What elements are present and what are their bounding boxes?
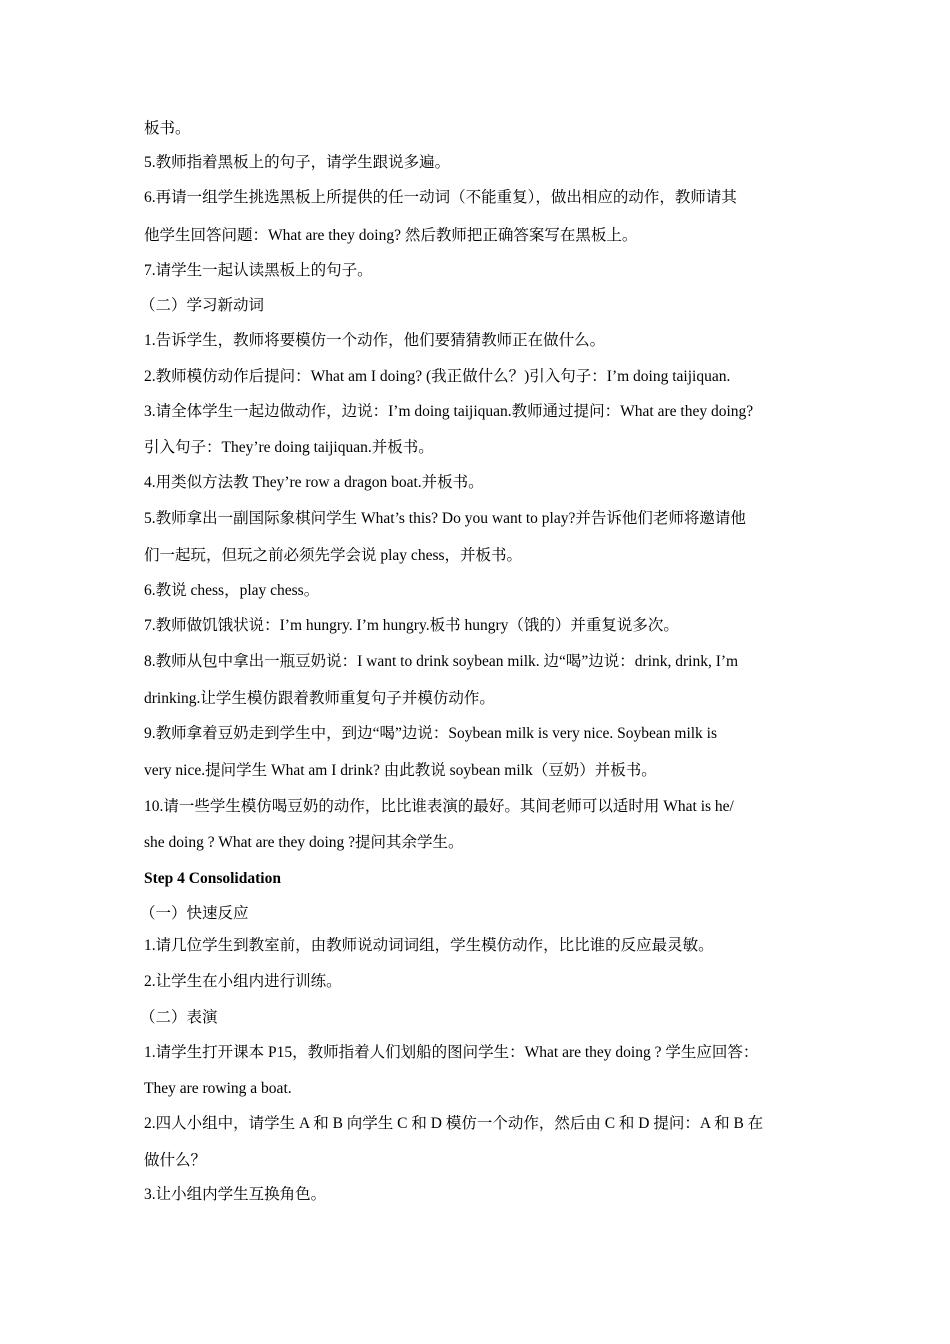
text-line: They are rowing a boat. [144, 1080, 292, 1097]
text-line: very nice.提问学生 What am I drink? 由此教说 soybean milk（豆奶）并板书。 [144, 762, 657, 779]
section-heading: （一）快速反应 [140, 905, 249, 922]
text-line: 3.让小组内学生互换角色。 [144, 1186, 327, 1203]
text-line: 们一起玩，但玩之前必须先学会说 play chess，并板书。 [144, 547, 523, 564]
text-line: 5.教师拿出一副国际象棋问学生 What’s this? Do you want to play?并告诉他们老师将邀请他 [144, 510, 746, 527]
text-line: 做什么？ [144, 1152, 207, 1169]
text-line: she doing ? What are they doing ?提问其余学生。 [144, 834, 464, 851]
text-line: drinking.让学生模仿跟着教师重复句子并模仿动作。 [144, 690, 495, 707]
text-line: 他学生回答问题：What are they doing? 然后教师把正确答案写在黑板上。 [144, 227, 638, 244]
text-line: 7.教师做饥饿状说：I’m hungry. I’m hungry.板书 hungry（饿的）并重复说多次。 [144, 617, 679, 634]
text-line: 6.教说 chess，play chess。 [144, 582, 320, 599]
text-line: 3.请全体学生一起边做动作，边说：I’m doing taijiquan.教师通过提问：What are they doing? [144, 403, 754, 420]
section-heading: （二）表演 [140, 1009, 218, 1026]
section-heading: （二）学习新动词 [140, 297, 265, 314]
text-line: 5.教师指着黑板上的句子，请学生跟说多遍。 [144, 154, 451, 171]
text-line: 8.教师从包中拿出一瓶豆奶说：I want to drink soybean milk. 边“喝”边说：drink, drink, I’m [144, 653, 739, 670]
text-line: 板书。 [144, 120, 191, 137]
text-line: 2.让学生在小组内进行训练。 [144, 973, 342, 990]
text-line: 4.用类似方法教 They’re row a dragon boat.并板书。 [144, 474, 484, 491]
text-line: 10.请一些学生模仿喝豆奶的动作，比比谁表演的最好。其间老师可以适时用 What is he/ [144, 798, 734, 815]
text-line: 引入句子：They’re doing taijiquan.并板书。 [144, 439, 434, 456]
text-line: 2.四人小组中，请学生 A 和 B 向学生 C 和 D 模仿一个动作，然后由 C 和 D 提问：A 和 B 在 [144, 1115, 764, 1132]
text-line: 1.请学生打开课本 P15，教师指着人们划船的图问学生：What are they doing ? 学生应回答： [144, 1044, 759, 1061]
text-line: 1.请几位学生到教室前，由教师说动词词组，学生模仿动作，比比谁的反应最灵敏。 [144, 937, 714, 954]
text-line: 1.告诉学生，教师将要模仿一个动作，他们要猜猜教师正在做什么。 [144, 332, 606, 349]
text-line: 7.请学生一起认读黑板上的句子。 [144, 262, 373, 279]
text-line: 9.教师拿着豆奶走到学生中，到边“喝”边说：Soybean milk is very nice. Soybean milk is [144, 725, 718, 742]
step-heading: Step 4 Consolidation [144, 870, 281, 887]
text-line: 6.再请一组学生挑选黑板上所提供的任一动词（不能重复），做出相应的动作，教师请其 [144, 189, 737, 206]
text-line: 2.教师模仿动作后提问：What am I doing? (我正做什么？)引入句子：I’m doing taijiquan. [144, 368, 731, 385]
